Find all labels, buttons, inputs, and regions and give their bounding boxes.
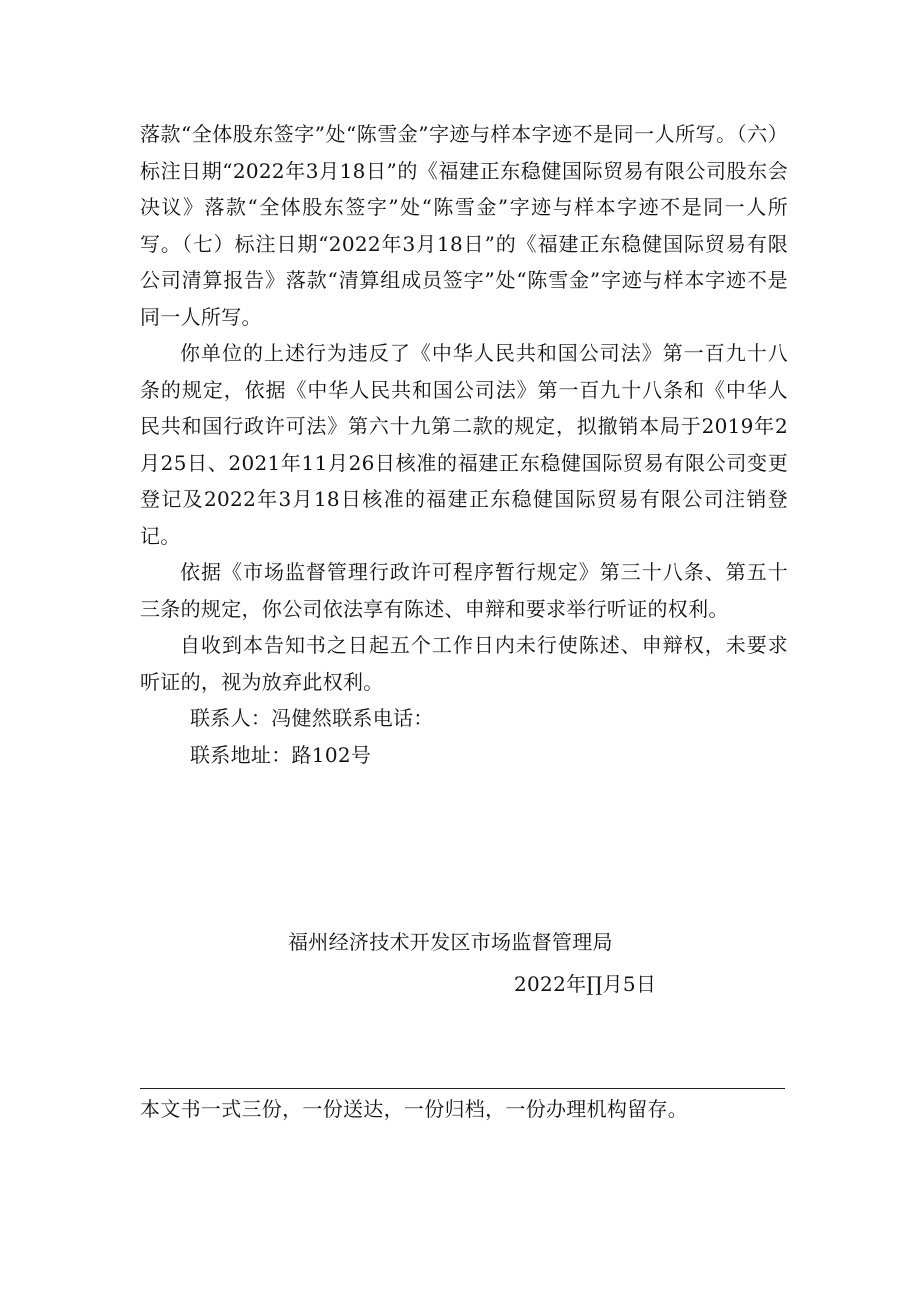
contact-address: 联系地址：路102号 — [190, 742, 372, 767]
paragraph-legal-basis: 你单位的上述行为违反了《中华人民共和国公司法》第一百九十八条的规定，依据《中华人民共和国公司法》第一百九十八条和《中华人民共和国行政许可法》第六十九第二款的规定，拟撤销本局于2019年2月25日、2021年11月26日核准的福建正东稳健国际贸易有限公司变更登记及2022年3月18日核准的福建正东稳健国际贸易有限公司注销登记。 — [140, 341, 788, 548]
footnote-divider — [140, 1088, 785, 1089]
paragraph-continued-findings: 落款“全体股东签字”处“陈雪金”字迹与样本字迹不是同一人所写。（六）标注日期“2022年3月18日”的《福建正东稳健国际贸易有限公司股东会决议》落款“全体股东签字”处“陈雪金”字迹与样本字迹不是同一人所写。（七）标注日期“2022年3月18日”的《福建正东稳健国际贸易有限公司清算报告》落款“清算组成员签字”处“陈雪金”字迹与样本字迹不是同一人所写。 — [140, 122, 788, 329]
issue-date: 2022年∏月5日 — [514, 972, 657, 996]
paragraph-rights: 依据《市场监督管理行政许可程序暂行规定》第三十八条、第五十三条的规定，你公司依法享有陈述、申辩和要求举行听证的权利。 — [140, 560, 788, 621]
contact-person: 联系人：冯健然联系电话： — [190, 706, 434, 730]
issuing-authority: 福州经济技术开发区市场监督管理局 — [288, 930, 613, 954]
document-body — [140, 116, 788, 773]
copies-footnote: 本文书一式三份，一份送达，一份归档，一份办理机构留存。 — [140, 1097, 689, 1121]
paragraph-deadline: 自收到本告知书之日起五个工作日内未行使陈述、申辩权，未要求听证的，视为放弃此权利。 — [140, 633, 788, 694]
